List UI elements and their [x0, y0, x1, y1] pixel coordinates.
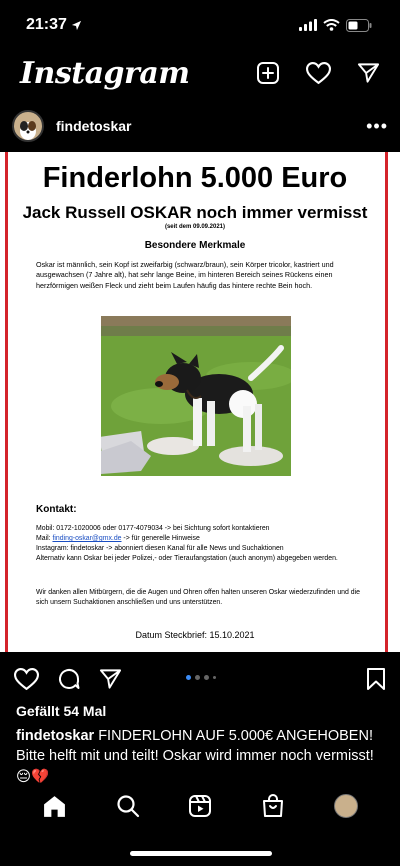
user-avatar[interactable] [12, 110, 44, 142]
bottom-navigation [0, 786, 400, 826]
contact-mail-prefix: Mail: [36, 535, 53, 542]
action-left [14, 667, 122, 691]
heart-icon[interactable] [14, 668, 39, 691]
likes-count[interactable]: Gefällt 54 Mal [16, 703, 107, 719]
battery-icon [346, 19, 372, 32]
carousel-dot [204, 675, 209, 680]
header-actions [256, 61, 380, 85]
bookmark-icon[interactable] [366, 667, 386, 691]
status-time-text: 21:37 [26, 16, 67, 33]
search-icon[interactable] [116, 794, 140, 818]
shop-icon[interactable] [261, 794, 285, 818]
post-username[interactable]: findetoskar [56, 118, 132, 134]
wifi-icon [323, 19, 340, 31]
flyer-since: (seit dem 09.09.2021) [164, 224, 226, 230]
caption-text: FINDERLOHN AUF 5.000€ ANGEHOBEN! Bitte helft mit und teilt! Oskar wird immer noch vermisst! 😔💔 [16, 728, 374, 785]
comment-icon[interactable] [57, 667, 81, 691]
post-header [0, 108, 400, 144]
carousel-dot [195, 675, 200, 680]
home-indicator[interactable] [130, 851, 272, 856]
instagram-logo[interactable]: Instagram [20, 55, 190, 91]
contact-instagram: Instagram: findetoskar -> abonniert diesen Kanal für alle News und Suchaktionen [36, 545, 284, 552]
paper-plane-icon[interactable] [357, 62, 380, 84]
flyer-subtitle: Jack Russell OSKAR noch immer vermisst [22, 203, 368, 222]
flyer-title: Finderlohn 5.000 Euro [42, 162, 348, 194]
signal-icon [299, 19, 317, 31]
status-time [26, 16, 82, 34]
contact-mail-suffix: -> für generelle Hinweise [121, 535, 200, 542]
features-description: Oskar ist männlich, sein Kopf ist zweifarbig (schwarz/braun), sein Körper tricolor, kastriert und ausgewachsen (7 Jahre alt), hat sehr lange Beine, im hinteren Bereich seines Rückens einen herzförmigen weißen Fleck und zieht beim Laufen häufig das hintere rechte Bein hoch. [36, 260, 334, 290]
contact-heading: Kontakt: [36, 504, 77, 515]
carousel-dot [213, 676, 216, 679]
share-icon[interactable] [99, 668, 122, 690]
dog-avatar-icon [15, 114, 41, 140]
contact-alternative: Alternativ kann Oskar bei jeder Polizei,- oder Tieraufangstation (auch anonym) abgegeben werden. [36, 555, 338, 562]
heart-icon[interactable] [306, 62, 331, 85]
caption-username[interactable]: findetoskar [16, 728, 95, 744]
reels-icon[interactable] [188, 794, 212, 818]
post-image[interactable] [0, 152, 400, 652]
status-bar [0, 0, 400, 50]
contact-mail-link: finding-oskar@gmx.de [52, 535, 122, 542]
thanks-text: Wir danken allen Mitbürgern, die die Augen und Ohren offen halten unseren Oskar wiederzufinden und die sich unsern Suchaktionen anschließen und uns unterstützen. [36, 589, 360, 606]
more-options-button[interactable]: ••• [366, 115, 388, 136]
home-icon[interactable] [42, 794, 67, 819]
app-header [0, 52, 400, 94]
dog-photo-illustration [101, 316, 291, 476]
post-caption [16, 726, 388, 787]
carousel-dot [186, 675, 191, 680]
contact-mobile: Mobil: 0172-1020006 oder 0177-4079034 -> bei Sichtung sofort kontaktieren [36, 525, 270, 532]
features-heading: Besondere Merkmale [144, 240, 246, 251]
carousel-dots [186, 675, 216, 680]
profile-avatar[interactable] [334, 794, 358, 818]
status-icons [299, 19, 372, 32]
dog-photo [101, 316, 291, 476]
location-arrow-icon [71, 20, 82, 31]
contact-block [36, 524, 366, 564]
flyer-date: Datum Steckbrief: 15.10.2021 [135, 630, 255, 640]
plus-square-icon[interactable] [256, 61, 280, 85]
contact-mail [36, 534, 366, 544]
